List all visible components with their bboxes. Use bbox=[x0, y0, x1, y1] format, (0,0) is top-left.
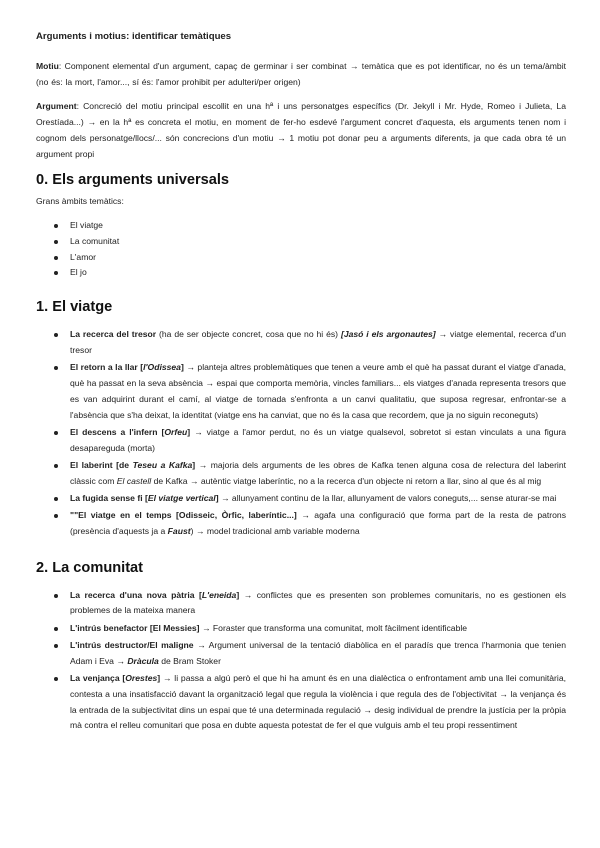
section1-heading: 1. El viatge bbox=[36, 299, 113, 316]
list-item bbox=[36, 218, 566, 234]
list-item-text: L'amor bbox=[70, 251, 96, 262]
argument-text: : Concreció del motiu principal escollit en una hª i uns personatges específics (Dr. Jekyll i Mr. Hyde, Romeo i Julieta, La Orestíada...) → en la hª es concreta el motiu, en moment de fer-ho esdevé l'argument concret d'aquesta, els arguments tenen nom i cognom dels personatge/llocs/... són concrecions d'un motiu → 1 motiu pot donar peu a arguments diferents, ja que cada obra té un argument propi bbox=[36, 101, 566, 159]
list-item: La recerca d'una nova pàtria [L'eneida] → conflictes que es presenten son problemes comunitaris, no es gestionen els problemes de la mateixa manera bbox=[36, 588, 566, 620]
list-item: L'intrús destructor/El maligne → Argument universal de la tentació diabòlica en el paradís que trenca l'harmonia que tenien Adam i Eva → Dràcula de Bram Stoker bbox=[36, 638, 566, 670]
list-item-text: El viatge bbox=[70, 220, 103, 230]
bullet-icon bbox=[54, 431, 58, 435]
bullet-icon bbox=[54, 333, 58, 337]
bullet-icon bbox=[54, 224, 58, 228]
list-item bbox=[36, 234, 566, 250]
list-item bbox=[36, 265, 566, 281]
argument-term: Argument bbox=[36, 101, 77, 111]
motiu-text: : Component elemental d'un argument, capaç de germinar i ser combinat → temàtica que es pot identificar, no és un tema/àmbit (no és: la mort, l'amor..., sí és: l'amor prohibit per adulteri/per origen) bbox=[36, 61, 566, 87]
motiu-definition bbox=[36, 58, 566, 90]
bullet-icon bbox=[54, 256, 58, 260]
list-item: La fugida sense fi [El viatge vertical] → allunyament continu de la llar, allunyament de valors coneguts,... sense aturar-se mai bbox=[36, 491, 566, 507]
motiu-term: Motiu bbox=[36, 61, 59, 71]
bullet-icon bbox=[54, 240, 58, 244]
section1-list bbox=[36, 327, 566, 540]
argument-definition bbox=[36, 98, 566, 162]
section0-heading: 0. Els arguments universals bbox=[36, 172, 230, 188]
list-item: El laberint [de Teseu a Kafka] → majoria dels arguments de les obres de Kafka tenen alguna cosa de relectura del laberint clàssic com El castell de Kafka → autèntic viatge laberíntic, no a la recerca d'un objecte ni retorn a llar, sino al que és al mig bbox=[36, 458, 566, 490]
bullet-icon bbox=[54, 594, 58, 598]
list-item: El descens a l'infern [Orfeu] → viatge a l'amor perdut, no és un viatge qualsevol, sobretot si estan vinculats a una figura desapareguda (morta) bbox=[36, 425, 566, 457]
bullet-icon bbox=[54, 627, 58, 631]
bullet-icon bbox=[54, 271, 58, 275]
bullet-icon bbox=[54, 497, 58, 501]
list-item: El retorn a la llar [l'Odissea] → planteja altres problemàtiques que tenen a veure amb el què ha passat durant el viatge d'anada, què ha passat en la seva absència → espai que comporta memòria, vincles familiars... els viatges d'anada representa tresors que es van adquirint durant el camí, al viatge de tornada s'enfronta a un canvi qualitatiu, que suposa regresar, enfrontar-se a l'absència que s'ha deixat, la identitat (viatge ens ha canviat, que no és la casa que recordem, que ja no siguin reconeguts) bbox=[36, 360, 566, 423]
section0-list bbox=[36, 218, 566, 281]
doc-title: Arguments i motius: identificar temàtiques bbox=[36, 31, 232, 42]
list-item: La venjança [Orestes] → li passa a algú però el que hi ha amunt és en una dialèctica o enfrontament amb una llei comunitària, contesta a una insatisfacció davant la organització legal que regula la violència i que regula des de l'objectivitat → la venjança és la entrada de la subjectivitat dins un espai que té una determinada regulació → desig individual de prendre la justícia per la pròpia mà contra el relleu comunitari que posa en dubte aquesta potestat de fer el que vulguis amb el teu propi ressentiment bbox=[36, 671, 566, 734]
list-item-text: El jo bbox=[70, 267, 87, 278]
section2-heading: 2. La comunitat bbox=[36, 559, 144, 576]
list-item: ""El viatge en el temps [Odisseic, Òrfic, laberíntic...] → agafa una configuració que forma part de la resta de patrons (presència d'aquests ja a Faust) → model tradicional amb variable moderna bbox=[36, 508, 566, 540]
section0-intro: Grans àmbits temàtics: bbox=[36, 196, 124, 206]
document-page bbox=[36, 30, 566, 736]
list-item bbox=[36, 250, 566, 266]
section2-list bbox=[36, 588, 566, 735]
bullet-icon bbox=[54, 366, 58, 370]
bullet-icon bbox=[54, 677, 58, 681]
bullet-icon bbox=[54, 514, 58, 518]
bullet-icon bbox=[54, 644, 58, 648]
list-item-text: La comunitat bbox=[70, 235, 120, 246]
bullet-icon bbox=[54, 464, 58, 468]
list-item: L'intrús benefactor [El Messies] → Foraster que transforma una comunitat, molt fàcilment identificable bbox=[36, 621, 566, 637]
list-item: La recerca del tresor (ha de ser objecte concret, cosa que no hi és) [Jasó i els argonautes] → viatge elemental, recerca d'un tresor bbox=[36, 327, 566, 359]
